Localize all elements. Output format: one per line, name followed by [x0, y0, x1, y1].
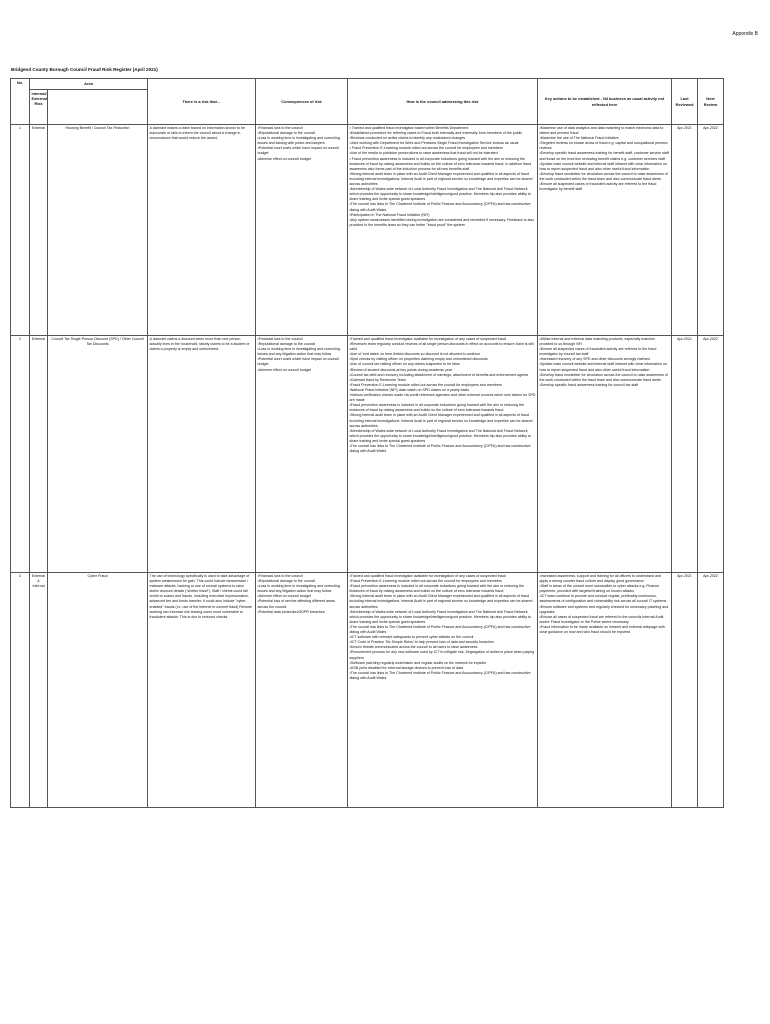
action-item: •Develop fraud newsletter for circulation across the council to raise awareness of the work conducted within the fraud team and also communicate fraud alerts: [539, 171, 668, 181]
action-item: •Targeted reviews on known areas of fraud e.g. capital and occupational pension reviews: [539, 141, 668, 151]
table-row: [11, 573, 724, 808]
control-item: •Membership of Wales wide network of Local Authority Fraud Investigators and The National Anti Fraud Network which provides the opportunity to share knowledge/intelligence/good practice. Members hip also provides ability to share training and invite special guest speakers: [349, 428, 531, 443]
appendix-label: Appendix B: [732, 31, 758, 37]
control-item: •Review of student discounts at key points during academic year: [349, 367, 453, 372]
row-area: Cyber Fraud: [48, 573, 148, 808]
control-item: •Council tax debt and recovery including attachment of earnings, attachment of benefits and enforcement agents: [349, 372, 529, 377]
control-item: •Established procedure for referring cases to Fraud both internally and externally from members of the public: [349, 131, 523, 136]
header-area-blank: [48, 90, 148, 125]
fraud-risk-table: [10, 78, 724, 808]
control-item: •The council has links to The Chartered Institute of Public Finance and Accountancy (CIPFA) and has constructive dialog with Audit Wales: [349, 624, 531, 635]
control-item: •Membership of Wales wide network of Local Authority Fraud Investigators and The National Anti Fraud Network which provides the opportunity to share knowledge/intelligence/good practice. Members hip also provides ability to share training and invite special guest speakers: [349, 187, 531, 202]
row-risk: A claimant makes a claim based on information known to be inaccurate or fails to inform the council about a change in circumstance that would reduce the award.: [148, 125, 256, 336]
row-addressing: [348, 336, 538, 573]
row-last-reviewed: Apr-2021: [672, 573, 698, 808]
action-item: •Utilise internal and external data matching products, especially matches provided to us through NFI: [539, 337, 655, 347]
control-item: •Strong internal audit team in place with an Audit Client Manager experienced and qualified in all aspects of fraud including internal investigations. Internal Audit is part of regional service so knowledge and expertise can be shared across authorities: [349, 413, 533, 428]
consequence-item: •Potential court costs which have impact on council budget: [257, 357, 339, 367]
action-item: •Increased awareness, support and training for all officers to understand and apply a strong counter fraud culture and display good governance: [539, 574, 661, 584]
row-key-actions: [538, 336, 672, 573]
action-item: •Maximise the use of The National Fraud Initiative: [539, 136, 619, 141]
control-item: •The council has links to The Chartered Institute of Public Finance and Accountancy (CIPFA) and has constructive dialog with Audit Wales: [349, 202, 531, 212]
control-item: •Known threats communicated across the council to all users to raise awareness: [349, 645, 478, 650]
control-item: •Use of council tax visiting officer on any claims suspected to be false: [349, 362, 460, 367]
consequence-item: •Reputational damage to the council: [257, 131, 316, 136]
control-item: •USB ports disabled for external storage devices to prevent loss of data: [349, 665, 464, 670]
row-consequences: [256, 125, 348, 336]
row-addressing: [348, 573, 538, 808]
header-consequences: Consequences of risk: [256, 79, 348, 125]
control-item: •Participation in The National Fraud Initiative (NFI): [349, 212, 430, 217]
control-item: •Various verification checks made via credit reference agencies and other external sources when new claims for SPD are made: [349, 393, 536, 403]
control-item: •Any system weaknesses identified during investigation are considered and remedied if necessary. Feedback is also provided to the benefits team so they can better "fraud proof" the system: [349, 217, 535, 227]
control-item: •Fraud Prevention E-Learning module rolled out across the council for employees and members: [349, 579, 502, 584]
row-type: External: [30, 125, 48, 336]
row-number: 2: [11, 336, 30, 573]
row-next-review: Apr-2022: [698, 573, 724, 808]
table-row: [11, 125, 724, 336]
consequence-item: •Loss in working time in investigating and correcting issues and liaising with police and lawyers: [257, 136, 340, 146]
control-item: •National Fraud Initiative (NFI) data match on SPD claims on a yearly basis: [349, 387, 470, 392]
action-item: •ICT team continue to provide and conduct regular, preferably continuous, assessments of configuration and vulnerability risk across all council IT systems: [539, 594, 667, 604]
action-item: •Fraud information to be made available on intranet and external webpage with clear guidance on how and who fraud should be reported: [539, 624, 665, 635]
action-item: •Ensure all cases of suspected fraud are referred to the councils Internal Audit and/or Fraud Investigator or the Police where necessary: [539, 614, 664, 624]
consequence-item: •Potential court costs which have impact on council budget: [257, 146, 339, 156]
consequence-item: •Reputational damage to the council: [257, 579, 316, 584]
action-item: •Increased recovery of any SPD and other discounts wrongly claimed: [539, 357, 650, 362]
action-item: •Ensure all suspected cases of fraudulent activity are referred to the fraud investigator by council tax staff: [539, 347, 657, 357]
control-item: •Revenues team regularly conduct reviews of all single person discounts in effect on accounts to ensure claim is still valid: [349, 342, 534, 352]
header-risk: There is a risk that…: [148, 79, 256, 125]
control-item: •Fraud Prevention E-Learning module rolled out across the council for employees and members: [349, 382, 502, 387]
row-risk: The use of technology specifically is used to take advantage of system weaknesses for gain. This could include ransomware / malware attacks, hacking or use of council systems to raise stolen account details ("shelter fraud"). Staff / clients could fall victim to scams and frauds, including executive impersonation, advanced fee and funds transfer. It could also include "cyber-enabled" frauds (i.e. use of the internet to commit fraud) Remote working can increase risk leaving users more vulnerable to fraudulent attacks. This is due to reduced checks.: [148, 573, 256, 808]
header-addressing: How is the council addressing this risk: [348, 79, 538, 125]
header-key-actions: Key actions to be established - Nil business as usual activity not reflected here: [538, 79, 672, 125]
consequence-item: •Loss in working time in investigating and correcting issues and any litigation action that may follow: [257, 584, 340, 594]
row-next-review: Apr-2022: [698, 336, 724, 573]
consequence-item: •Financial loss to the council: [257, 337, 303, 341]
control-item: •Trained and qualified fraud investigator available for investigation of any cases of suspected fraud: [349, 337, 506, 341]
row-consequences: [256, 573, 348, 808]
control-item: •Spot checks by visiting officer on properties claiming empty and unfurnished discounts: [349, 357, 488, 362]
row-type: External & Internal: [30, 573, 48, 808]
row-number: 1: [11, 125, 30, 336]
header-no: No.: [11, 79, 30, 125]
control-item: •Fraud prevention awareness is included in all corporate inductions going forward with the aim or reducing the instances of fraud by raising awareness and builds on the culture of zero tolerance towards fraud: [349, 403, 524, 413]
action-item: •Update main council website and internal staff intranet with clear information on how to report suspected fraud and also other useful fraud information: [539, 362, 667, 372]
control-item: •Use of 'end dates' on time limited discounts so discount is not allowed to continue: [349, 352, 481, 357]
consequence-item: •Adverse effect on council budget: [257, 594, 311, 599]
consequence-item: •Reputational damage to the council: [257, 342, 316, 347]
action-item: •Develop specific fraud awareness training for council tax staff: [539, 382, 639, 387]
action-item: •Develop specific fraud awareness training for benefit staff, customer service staff and those on the front line reviewing benefit claims e.g. customer services staff: [539, 151, 669, 161]
action-item: •Ensure software and systems and regularly checked for necessary patching and upgrades: [539, 604, 669, 614]
consequence-item: •Adverse effect on council budget: [257, 367, 311, 372]
row-consequences: [256, 336, 348, 573]
header-next-review: Next Review: [698, 79, 724, 125]
row-key-actions: [538, 125, 672, 336]
control-item: •Procurement process for any new software used by ICT to mitigate risk. Segregation of duties in place when paying suppliers: [349, 650, 535, 660]
header-int-ext: Internal/ External Risk: [30, 90, 48, 125]
action-item: •Update main council website and internal staff intranet with clear information on how to report suspected fraud and also other useful fraud information: [539, 161, 667, 171]
control-item: •Software patching regularly undertaken and regular audits on the network for exploits: [349, 660, 487, 665]
control-item: •The council has links to The Chartered Institute of Public Finance and Accountancy (CIPFA) and has constructive dialog with Audit Wales: [349, 670, 531, 680]
control-item: •Strong internal audit team in place with an Audit Client Manager experienced and qualified in all aspects of fraud including internal investigations. Internal Audit is part of regional service so knowledge and expertise can be shared across authorities: [349, 594, 533, 609]
control-item: •Reviews conducted on active claims to identify any undeclared changes: [349, 136, 466, 141]
row-area: Council Tax Single Person Discount (SPD) / Other Council Tax Discounts: [48, 336, 148, 573]
header-top-row: [11, 79, 724, 90]
consequence-item: •Potential data protection/GDPR breaches: [257, 609, 325, 614]
control-item: •Claimant fraud by Revenues Team: [349, 377, 406, 382]
consequence-item: •Loss in working time in investigating and correcting issues and any litigation action that may follow: [257, 347, 340, 357]
control-item: • Fraud Prevention E-Learning module rolled out across the council for employees and members: [349, 146, 503, 151]
consequence-item: •Adverse effect on council budget: [257, 156, 311, 161]
row-key-actions: [538, 573, 672, 808]
action-item: •Ensure all suspected cases of fraudulent activity are referred to the fraud investigator by benefit staff: [539, 182, 657, 192]
control-item: •Fraud prevention awareness is included in all corporate inductions going forward with the aim or reducing the instances of fraud by raising awareness and builds on the culture of zero tolerance towards fraud: [349, 584, 524, 594]
control-item: •ICT software with relevant safeguards to prevent cyber attacks on the council: [349, 635, 474, 640]
row-addressing: [348, 125, 538, 336]
consequence-item: •Financial loss to the council: [257, 126, 303, 130]
table-row: [11, 336, 724, 573]
row-area: Housing Benefit / Council Tax Reduction: [48, 125, 148, 336]
row-risk: A claimant claims a discount when more than one person actually lives in the household, falsely claims to be a student or claims a property is empty and unfurnished.: [148, 336, 256, 573]
row-next-review: Apr-2022: [698, 125, 724, 336]
header-area: Area: [30, 79, 148, 90]
consequence-item: •Financial loss to the council: [257, 574, 303, 578]
action-item: •Staff in areas of the council more susceptible to cyber attacks e.g. Finance payments, provided with targeted training on known attacks: [539, 584, 660, 594]
control-item: •ICT Code of Practice 'Six Simple Rules' to help prevent loss of data and security breaches: [349, 640, 494, 645]
action-item: •Maximise use of data analytics and data matching to match electronic data to detect and prevent fraud: [539, 126, 664, 136]
row-number: 3: [11, 573, 30, 808]
control-item: • Fraud prevention awareness is included in all corporate inductions going forward with the aim or reducing the instances of fraud by raising awareness and builds on the culture of zero tolerance towards fraud. In addition fraud awareness also forms part of the induction process for all new benefits staff: [349, 156, 532, 171]
control-item: •Joint working with Department for Work and Pensions Single Fraud Investigation Service bureau as usual: [349, 141, 519, 146]
control-item: •The council has links to The Chartered Institute of Public Finance and Accountancy (CIPFA) and has constructive dialog with Audit Wales: [349, 443, 531, 454]
row-type: External: [30, 336, 48, 573]
header-last-reviewed: Last Reviewed: [672, 79, 698, 125]
control-item: •Use of the media to publicise prosecutions to raise awareness that fraud will not be tolerated: [349, 151, 498, 156]
action-item: •Develop fraud newsletter for circulation across the council to raise awareness of the work conducted within the fraud team and also communicate fraud alerts: [539, 372, 668, 382]
row-last-reviewed: Apr-2021: [672, 336, 698, 573]
register-title: Bridgend County Borough Council Fraud Risk Register (April 2021): [11, 67, 158, 72]
consequence-item: •Potential loss of service affecting different areas across the council: [257, 599, 335, 609]
control-item: • Trained and qualified fraud investigator based within Benefits Department: [349, 126, 469, 130]
control-item: •Trained and qualified fraud investigator available for investigation of any cases of suspected fraud: [349, 574, 506, 578]
row-last-reviewed: Apr-2021: [672, 125, 698, 336]
control-item: •Membership of Wales wide network of Local Authority Fraud Investigators and The National Anti Fraud Network which provides the opportunity to share knowledge/intelligence/good practice. Members hip also provides ability to share training and invite special guest speakers: [349, 609, 531, 624]
control-item: •Strong internal audit team in place with an Audit Client Manager experienced and qualified in all aspects of fraud including internal investigations. Internal Audit is part of regional service so knowledge and expertise can be shared across authorities: [349, 171, 533, 187]
